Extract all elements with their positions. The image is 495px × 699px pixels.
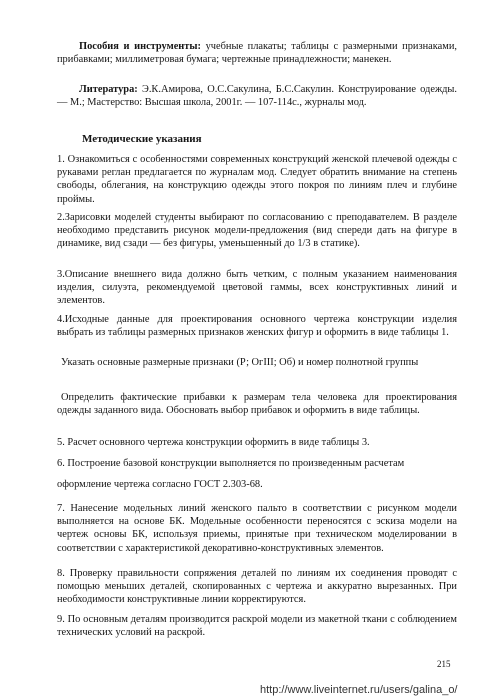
item-7: 7. Нанесение модельных линий женского пальто в соответствии с рисунком модели выполняется на основе БК. Модельные особенности переносятся с эскиза модели на чертеж основы БК, используя приемы, принятые при техническом моделировании в соответствии с характеристикой декоративно-конструктивных элементов. [57, 503, 457, 554]
item-2: 2.Зарисовки моделей студенты выбирают по согласованию с преподавателем. В разделе необходимо представить рисунок модели-предложения (вид спереди дать на фигуре в динамике, вид сзади — без фигуры, уменьшенный до 1/3 в статике). [57, 212, 457, 250]
literature-paragraph [57, 83, 457, 109]
item-6: 6. Построение базовой конструкции выполняется по произведенным расчетам [57, 458, 405, 469]
item-5: 5. Расчет основного чертежа конструкции оформить в виде таблицы 3. [57, 437, 370, 448]
item-6-gost: оформление чертежа согласно ГОСТ 2.303-68. [57, 479, 263, 490]
section-heading: Методические указания [82, 133, 202, 145]
item-4: 4.Исходные данные для проектирования основного чертежа конструкции изделия выбрать из таблицы размерных признаков женских фигур и оформить в виде таблицы 1. [57, 314, 457, 339]
item-4-sizes: Указать основные размерные признаки (Р; ОгIII; Об) и номер полнотной группы [61, 357, 419, 368]
watermark-url: http://www.liveinternet.ru/users/galina_o/ [260, 684, 458, 696]
item-8: 8. Проверку правильности сопряжения деталей по линиям их соединения проводят с помощью меньших деталей, скопированных с чертежа и аккуратно вырезанных. При необходимости конструктивные линии корректируются. [57, 568, 457, 606]
manuals-label: Пособия и инструменты: [79, 41, 201, 52]
item-1: 1. Ознакомиться с особенностями современных конструкций женской плечевой одежды с рукавами реглан предлагается по журналам мод. Следует обратить внимание на степень свободы, облегания, на конструкцию одежды этого покроя по линиям плеч и глубине проймы. [57, 154, 457, 205]
literature-label: Литература: [79, 84, 138, 95]
item-3: 3.Описание внешнего вида должно быть четким, с полным указанием наименования изделия, силуэта, рекомендуемой цветовой гаммы, всех конструктивных линий и элементов. [57, 269, 457, 307]
manuals-text: учебные плакаты; таблицы с размерными признаками, прибавками; миллиметровая бумага; чертежные принадлежности; манекен. [57, 41, 457, 66]
item-4-allowances: Определить фактические прибавки к размерам тела человека для проектирования одежды заданного вида. Обосновать выбор прибавок и оформить в виде таблицы. [57, 392, 457, 417]
literature-text: Э.К.Амирова, О.С.Сакулина, Б.С.Сакулин. Конструирование одежды. — М.; Мастерство: Высшая школа, 2001г. — 107-114с., журналы мод. [57, 84, 457, 109]
item-9: 9. По основным деталям производится раскрой модели из макетной ткани с соблюдением технических условий на раскрой. [57, 614, 457, 639]
page-number: 215 [437, 659, 451, 669]
manuals-paragraph [57, 40, 457, 66]
